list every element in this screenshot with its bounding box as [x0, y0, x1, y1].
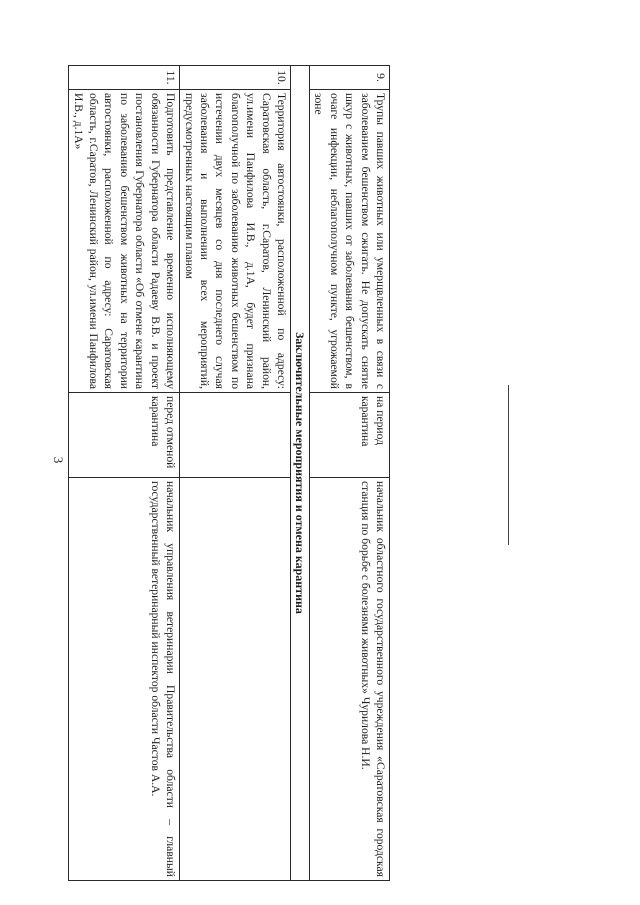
- section-title: Заключительные мероприятия и отмена карантина: [290, 66, 309, 881]
- measure-text: Трупы павших животных или умерщвленных в связи с заболеванием бешенством сжигать. Не допускать снятие шкур с животных, павших от заболевания бешенством, в очаге инфекции, неблагополучном пункте, угрожаемой зоне: [309, 90, 389, 393]
- measures-table: [68, 65, 390, 881]
- footnote-separator-line: [508, 385, 509, 545]
- measure-responsible: [180, 478, 291, 881]
- page-number: 3: [51, 456, 66, 464]
- measure-text: Территория автостоянки, расположенной по адресу: Саратовская область, г.Саратов, Ленинский район, ул.имени Панфилова И.В., д.1А, будет признана благополучной по заболеванию животных бешенством по истечении двух месяцев со дня последнего случая заболевания и выполнении всех мероприятий, предусмотренных настоящим планом: [180, 90, 291, 393]
- rotated-table-container: [71, 65, 390, 880]
- measure-responsible: начальник областного государственного учреждения «Саратовская городская станция по борьбе с болезнями животных» Чурилова Н.И.: [309, 478, 389, 881]
- measure-term: [180, 393, 291, 478]
- table-row: [69, 66, 180, 881]
- section-row: [290, 66, 309, 881]
- table-row: [180, 66, 291, 881]
- row-number: 9.: [309, 66, 389, 90]
- row-number: 10.: [180, 66, 291, 90]
- measure-responsible: начальник управления ветеринарии Правительства области – главный государственный ветеринарный инспектор области Частов А.А.: [69, 478, 180, 881]
- table-row: [309, 66, 389, 881]
- measure-text: Подготовить представление временно исполняющему обязанности Губернатора области Радаеву В.В. и проект постановления Губернатора области «Об отмене карантина по заболеванию бешенством животных на территории автостоянки, расположенной по адресу: Саратовская область, г.Саратов, Ленинский район, ул.имени Панфилова И.В., д.1А»: [69, 90, 180, 393]
- row-number: 11.: [69, 66, 180, 90]
- measure-term: на период карантина: [309, 393, 389, 478]
- measure-term: перед отменой карантина: [69, 393, 180, 478]
